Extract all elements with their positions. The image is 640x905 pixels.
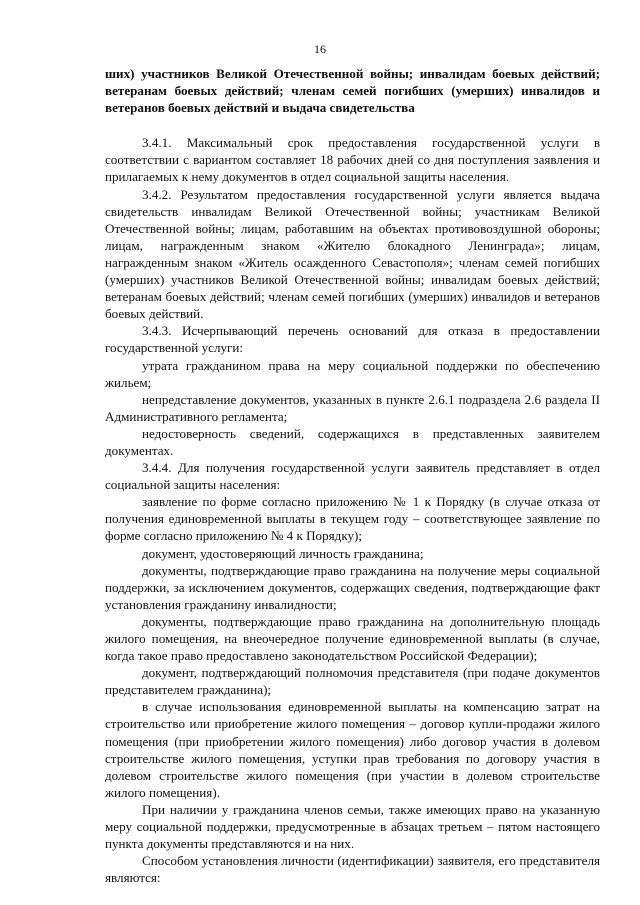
paragraph: в случае использования единовременной выплаты на компенсацию затрат на строительство или приобретение жилого помещения – договор купли-продажи жилого помещения (при приобретении жилого помещения) либо договор участия в долевом строительстве жилого помещения, уступки прав требования по договору участия в долевом строительстве жилого помещения (при участии в долевом строительстве жилого помещения).	[105, 699, 600, 800]
paragraph: 3.4.4. Для получения государственной услуги заявитель представляет в отдел социальной защиты населения:	[105, 460, 600, 493]
paragraph: недостоверность сведений, содержащихся в представленных заявителем документах.	[105, 425, 600, 458]
paragraph: заявление по форме согласно приложению № 1 к Порядку (в случае отказа от получения единовременной выплаты в текущем году – соответствующее заявление по форме согласно приложению № 4 к Порядку);	[105, 494, 600, 544]
paragraph: утрата гражданином права на меру социальной поддержки по обеспечению жильем;	[105, 357, 600, 390]
paragraph: 3.4.1. Максимальный срок предоставления государственной услуги в соответствии с вариантом составляет 18 рабочих дней со дня поступления заявления и прилагаемых к нему документов в отдел социальной защиты населения.	[105, 135, 600, 185]
paragraph: документы, подтверждающие право гражданина на получение меры социальной поддержки, за исключением документов, содержащих сведения, подтверждающие факт установления гражданину инвалидности;	[105, 562, 600, 612]
page-number: 16	[314, 42, 326, 56]
paragraph: 3.4.3. Исчерпывающий перечень оснований для отказа в предоставлении государственной услуги:	[105, 323, 600, 356]
paragraph: непредставление документов, указанных в пункте 2.6.1 подраздела 2.6 раздела II Административного регламента;	[105, 391, 600, 424]
paragraph: Способом установления личности (идентификации) заявителя, его представителя являются:	[105, 853, 600, 886]
section-heading: ших) участников Великой Отечественной войны; инвалидам боевых действий; ветеранам боевых действий; членам семей погибших (умерших) инвалидов и ветеранов боевых действий и выдача свидетельства	[105, 66, 600, 116]
paragraph: документ, подтверждающий полномочия представителя (при подаче документов представителем гражданина);	[105, 665, 600, 698]
document-body	[105, 65, 600, 886]
paragraph: документы, подтверждающие право гражданина на дополнительную площадь жилого помещения, на внеочередное получение единовременной выплаты (в случае, когда такое право предоставлено законодательством Российской Федерации);	[105, 613, 600, 664]
paragraph: документ, удостоверяющий личность гражданина;	[142, 545, 424, 561]
paragraph: 3.4.2. Результатом предоставления государственной услуги является выдача свидетельств инвалидам Великой Отечественной войны; участникам Великой Отечественной войны; лицам, работавшим на объектах противовоздушной обороны; лицам, награжденным знаком «Жителю блокадного Ленинграда»; лицам, награжденным знаком «Житель осажденного Севастополя»; членам семей погибших (умерших) участников Великой Отечественной войны; инвалидам боевых действий; ветеранам боевых действий; членам семей погибших (умерших) инвалидов и ветеранов боевых действий.	[105, 186, 600, 322]
paragraph: При наличии у гражданина членов семьи, также имеющих право на указанную меру социальной поддержки, предусмотренные в абзацах третьем – пятом настоящего пункта документы представляются и на них.	[105, 801, 600, 852]
